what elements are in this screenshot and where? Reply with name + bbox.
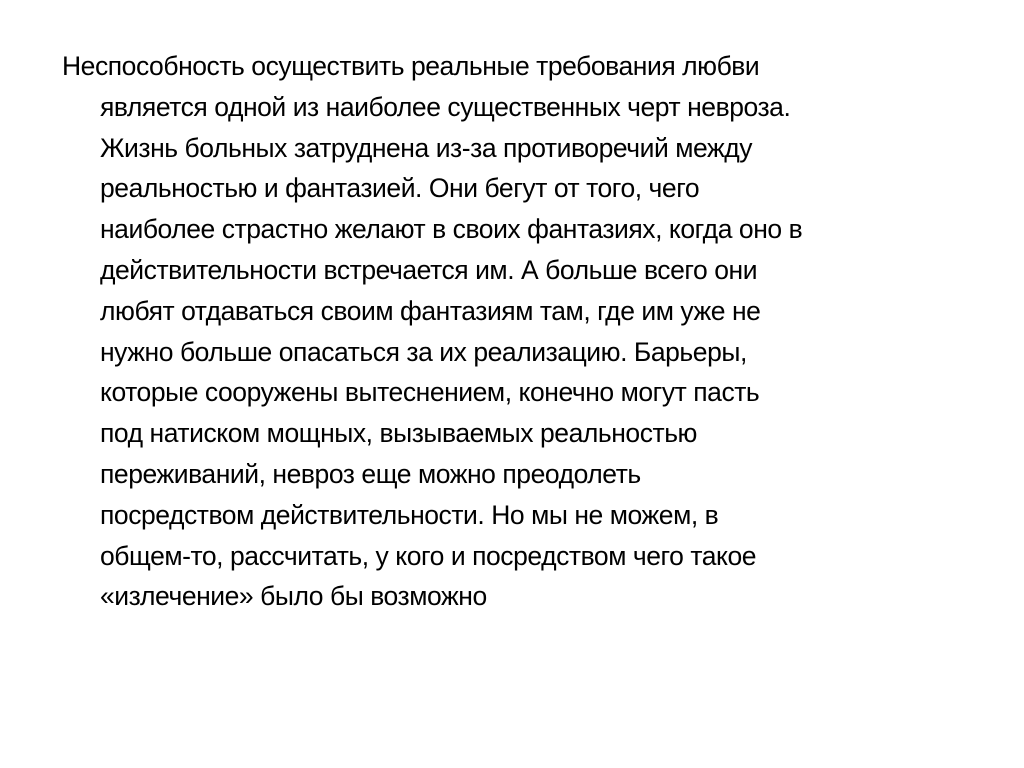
- text-line: нужно больше опасаться за их реализацию. Барьеры,: [100, 336, 747, 367]
- text-line: наиболее страстно желают в своих фантазиях, когда оно в: [100, 214, 803, 245]
- slide-body-text: [62, 46, 1005, 617]
- text-line: «излечение» было бы возможно: [100, 581, 487, 612]
- text-line: переживаний, невроз еще можно преодолеть: [100, 458, 641, 489]
- text-line: под натиском мощных, вызываемых реальностью: [100, 418, 697, 449]
- text-line: является одной из наиболее существенных черт невроза.: [100, 91, 791, 122]
- text-line: посредством действительности. Но мы не можем, в: [100, 499, 719, 530]
- text-line: которые сооружены вытеснением, конечно могут пасть: [100, 377, 760, 408]
- text-line: Неспособность осуществить реальные требования любви: [62, 51, 760, 81]
- text-line: любят отдаваться своим фантазиям там, где им уже не: [100, 295, 761, 326]
- text-line: общем-то, рассчитать, у кого и посредством чего такое: [100, 540, 757, 571]
- text-line: действительности встречается им. А больше всего они: [100, 254, 758, 285]
- text-line: Жизнь больных затруднена из-за противоречий между: [100, 132, 753, 163]
- text-line: реальностью и фантазией. Они бегут от того, чего: [100, 173, 700, 204]
